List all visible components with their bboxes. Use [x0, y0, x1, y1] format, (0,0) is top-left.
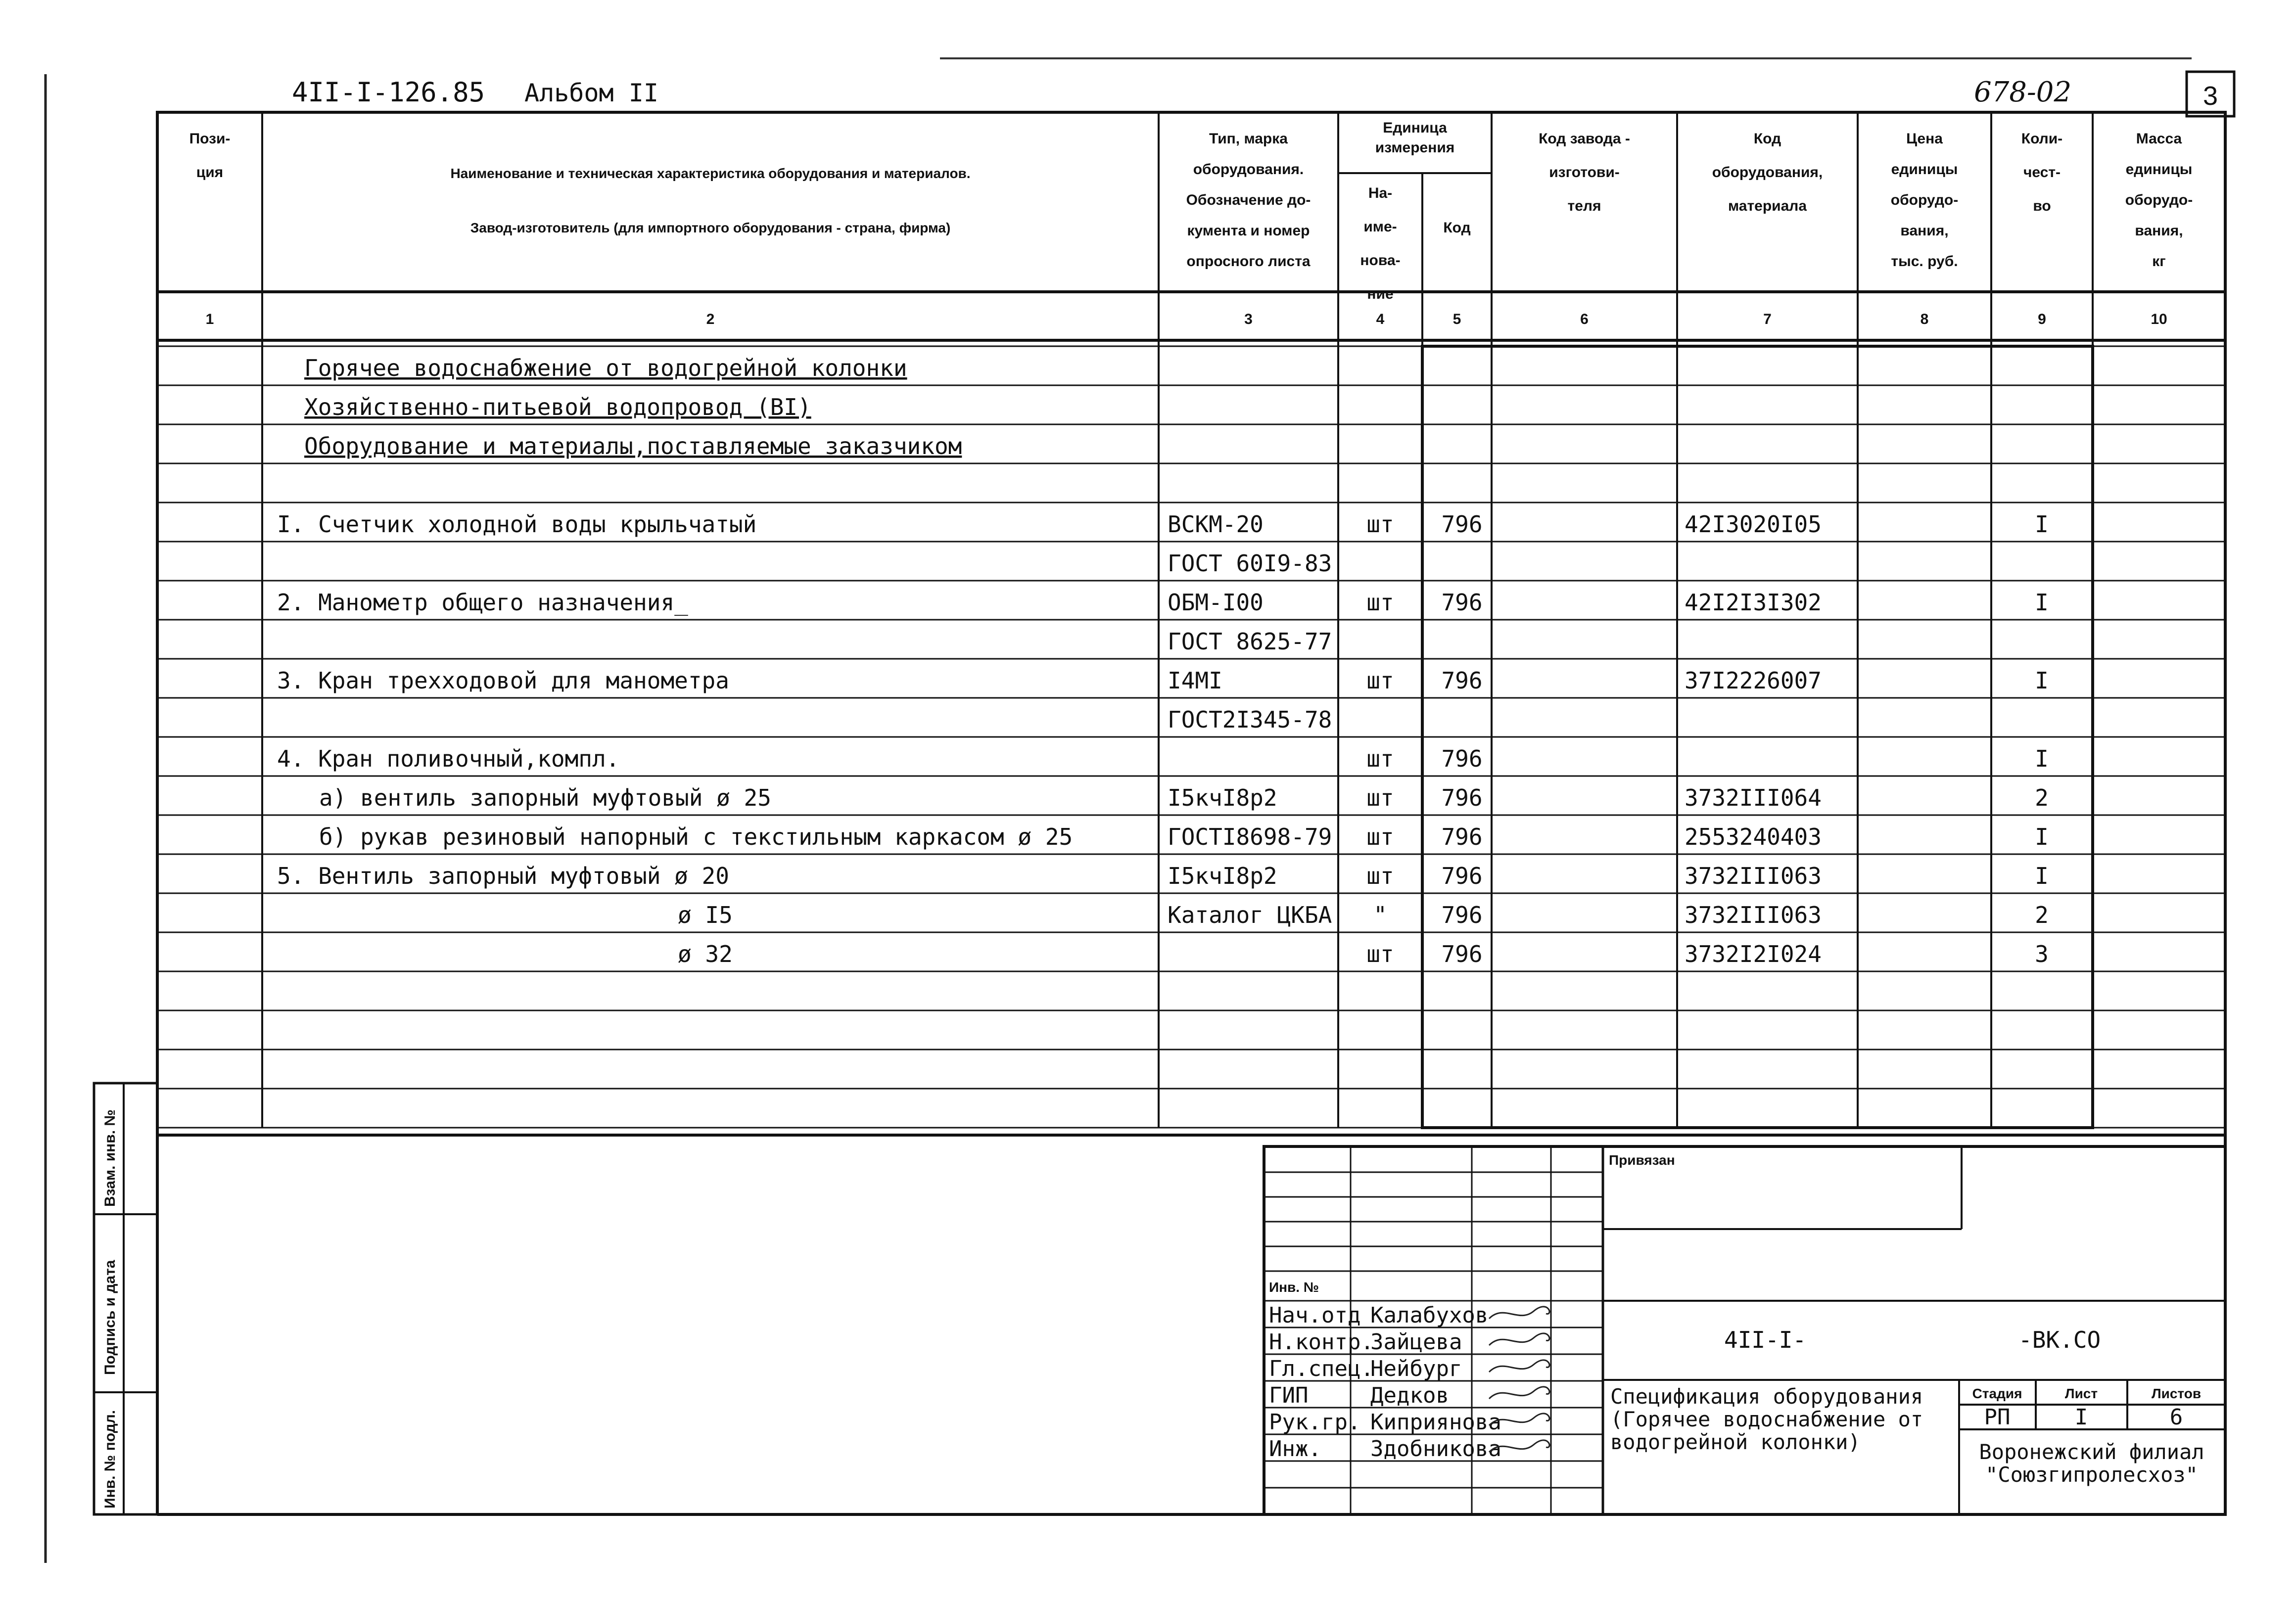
- col-header-10-line: вания,: [2135, 223, 2183, 239]
- stamp-title-line: Спецификация оборудования: [1610, 1384, 1923, 1409]
- side-label-vzam: Взам. инв. №: [102, 1109, 118, 1207]
- col-header-9-line: чест-: [2023, 164, 2061, 181]
- item-quantity: I: [2035, 745, 2049, 772]
- item-unit: шт: [1366, 589, 1394, 616]
- col-header-2-line: Наименование и техническая характеристика оборудования и материалов.: [450, 166, 971, 181]
- designation-right: -ВК.СО: [2018, 1326, 2101, 1353]
- item-unit-code: 796: [1441, 863, 1483, 889]
- item-type: ГОСТI8698-79: [1168, 823, 1332, 850]
- album-label: Альбом II: [524, 79, 658, 107]
- item-name: Горячее водоснабжение от водогрейной колонки: [304, 355, 907, 381]
- item-name: а) вентиль запорный муфтовый ø 25: [319, 784, 771, 811]
- signature-name: Здобникова: [1370, 1436, 1501, 1462]
- col-num-3: 3: [1244, 311, 1253, 327]
- item-type: I4MI: [1168, 667, 1222, 694]
- item-type: ГОСТ 60I9-83: [1168, 550, 1332, 577]
- side-label-podpis: Подпись и дата: [102, 1260, 118, 1375]
- item-name: 2. Манометр общего назначения_: [277, 589, 688, 616]
- col-num-6: 6: [1580, 311, 1589, 327]
- item-type: ГОСТ 8625-77: [1168, 628, 1332, 655]
- item-name: 3. Кран трехходовой для манометра: [277, 667, 729, 694]
- item-name: ø 32: [678, 941, 733, 967]
- privyazan-label: Привязан: [1609, 1152, 1675, 1168]
- col-header-3-line: оборудования.: [1193, 161, 1304, 178]
- item-name: I. Счетчик холодной воды крыльчатый: [277, 511, 757, 538]
- col-header-9-line: во: [2033, 198, 2051, 214]
- organization-name: [1979, 1440, 2204, 1487]
- item-quantity: I: [2035, 863, 2049, 889]
- col-header-10-line: оборудо-: [2125, 192, 2193, 208]
- org-line: "Союзгипролесхоз": [1985, 1463, 2198, 1487]
- item-unit: шт: [1366, 941, 1394, 967]
- item-type: ОБМ-I00: [1168, 589, 1264, 616]
- col-header-10-line: кг: [2152, 253, 2166, 270]
- signature-role: Нач.отд: [1269, 1303, 1361, 1328]
- item-quantity: I: [2035, 511, 2049, 538]
- doc-number: 678-02: [1974, 76, 2072, 108]
- col-header-7-line: Код: [1753, 131, 1781, 147]
- sheet-label: Лист: [2064, 1386, 2098, 1401]
- item-quantity: I: [2035, 667, 2049, 694]
- signature-role: Н.контр.: [1269, 1329, 1374, 1355]
- col-header-4-line: ние: [1367, 286, 1394, 302]
- signature-role: Рук.гр.: [1269, 1410, 1361, 1435]
- signature-name: Зайцева: [1370, 1329, 1462, 1355]
- col-num-10: 10: [2151, 311, 2167, 327]
- item-equipment-code: 3732III064: [1685, 784, 1822, 811]
- stamp-title-line: (Горячее водоснабжение от: [1610, 1407, 1923, 1431]
- col-header-8-line: тыс. руб.: [1891, 253, 1958, 270]
- col-num-5: 5: [1453, 311, 1461, 327]
- col-header-8-line: вания,: [1900, 223, 1949, 239]
- item-quantity: 3: [2035, 941, 2049, 967]
- item-quantity: I: [2035, 823, 2049, 850]
- item-unit-code: 796: [1441, 823, 1483, 850]
- signature-role: Инж.: [1269, 1436, 1321, 1462]
- item-equipment-code: 3732III063: [1685, 863, 1822, 889]
- item-quantity: 2: [2035, 902, 2049, 928]
- col-num-9: 9: [2038, 311, 2046, 327]
- sheet-value: I: [2074, 1405, 2088, 1430]
- item-name: 5. Вентиль запорный муфтовый ø 20: [277, 863, 729, 889]
- col-header-3-line: Обозначение до-: [1186, 192, 1311, 208]
- item-unit-code: 796: [1441, 511, 1483, 538]
- item-equipment-code: 42I3020I05: [1685, 511, 1822, 538]
- signature-name: Нейбург: [1370, 1356, 1462, 1381]
- item-unit-code: 796: [1441, 667, 1483, 694]
- item-equipment-code: 2553240403: [1685, 823, 1822, 850]
- col-header-7-line: материала: [1728, 198, 1807, 214]
- stage-value: РП: [1984, 1405, 2011, 1430]
- item-unit-code: 796: [1441, 941, 1483, 967]
- signature-name: Калабухов: [1370, 1303, 1489, 1328]
- col-num-1: 1: [205, 311, 214, 327]
- col-num-7: 7: [1763, 311, 1772, 327]
- item-name: б) рукав резиновый напорный с текстильным каркасом ø 25: [319, 823, 1073, 850]
- item-unit-code: 796: [1441, 902, 1483, 928]
- item-type: I5кчI8р2: [1168, 863, 1277, 889]
- col-num-2: 2: [706, 311, 715, 327]
- signature-role: Гл.спец.: [1269, 1356, 1374, 1381]
- item-equipment-code: 37I2226007: [1685, 667, 1822, 694]
- item-quantity: I: [2035, 589, 2049, 616]
- item-unit: шт: [1366, 511, 1394, 538]
- col-header-10-line: единицы: [2125, 161, 2193, 178]
- sheets-value: 6: [2169, 1405, 2183, 1430]
- col-num-4: 4: [1376, 311, 1385, 327]
- item-type: I5кчI8р2: [1168, 784, 1277, 811]
- signature-name: Дедков: [1370, 1383, 1449, 1408]
- item-name: Хозяйственно-питьевой водопровод (BI): [304, 394, 811, 420]
- table-row-lines: [157, 346, 2225, 1128]
- page-number: 3: [2202, 81, 2218, 111]
- col-header-8-line: единицы: [1891, 161, 1958, 178]
- item-type: ВСКМ-20: [1168, 511, 1264, 538]
- inv-label: Инв. №: [1269, 1280, 1319, 1295]
- col-header-5-line: Код: [1443, 220, 1471, 236]
- unit-group-line: Единица: [1383, 120, 1447, 136]
- col-header-8-line: оборудо-: [1890, 192, 1959, 208]
- col-header-1-line: Пози-: [189, 131, 231, 147]
- item-unit-code: 796: [1441, 784, 1483, 811]
- item-unit: шт: [1366, 667, 1394, 694]
- col-header-6-line: Код завода -: [1539, 131, 1630, 147]
- col-header-3-line: кумента и номер: [1187, 223, 1310, 239]
- stage-label: Стадия: [1972, 1386, 2022, 1401]
- col-header-4-line: име-: [1363, 219, 1397, 235]
- signature-name: Киприянова: [1370, 1410, 1501, 1435]
- col-header-9-line: Коли-: [2021, 131, 2063, 147]
- col-header-4-line: нова-: [1360, 252, 1401, 269]
- item-unit: шт: [1366, 745, 1394, 772]
- item-name: ø I5: [678, 902, 733, 928]
- item-name: 4. Кран поливочный,компл.: [277, 745, 620, 772]
- designation-left: 4II-I-: [1724, 1326, 1807, 1353]
- col-header-7-line: оборудования,: [1712, 164, 1823, 181]
- col-header-3-line: Тип, марка: [1209, 131, 1288, 147]
- col-header-6-line: изготови-: [1549, 164, 1620, 181]
- item-equipment-code: 3732I2I024: [1685, 941, 1822, 967]
- item-equipment-code: 42I2I3I302: [1685, 589, 1822, 616]
- side-label-inv: Инв. № подл.: [102, 1410, 118, 1509]
- col-num-8: 8: [1920, 311, 1929, 327]
- signature-role: ГИП: [1269, 1383, 1309, 1408]
- item-unit-code: 796: [1441, 745, 1483, 772]
- item-unit: шт: [1366, 863, 1394, 889]
- item-unit-code: 796: [1441, 589, 1483, 616]
- col-header-3-line: опросного листа: [1186, 253, 1311, 270]
- col-header-6-line: теля: [1567, 198, 1601, 214]
- sheets-label: Листов: [2151, 1386, 2202, 1401]
- doc-code: 4II-I-126.85: [292, 77, 485, 108]
- item-unit: шт: [1366, 823, 1394, 850]
- item-name: Оборудование и материалы,поставляемые заказчиком: [304, 433, 962, 459]
- org-line: Воронежский филиал: [1979, 1440, 2204, 1464]
- col-header-8-line: Цена: [1906, 131, 1943, 147]
- item-equipment-code: 3732III063: [1685, 902, 1822, 928]
- item-quantity: 2: [2035, 784, 2049, 811]
- col-header-4-line: На-: [1368, 185, 1393, 201]
- item-type: Каталог ЦКБА: [1168, 902, 1332, 928]
- unit-group-line: измерения: [1375, 139, 1455, 156]
- item-unit: ": [1373, 902, 1387, 928]
- stamp-title-line: водогрейной колонки): [1610, 1430, 1861, 1454]
- col-header-1-line: ция: [196, 164, 224, 181]
- col-header-2-line: Завод-изготовитель (для импортного оборудования - страна, фирма): [470, 220, 951, 235]
- item-type: ГОСТ2I345-78: [1168, 706, 1332, 733]
- col-header-10-line: Масса: [2136, 131, 2182, 147]
- item-unit: шт: [1366, 784, 1394, 811]
